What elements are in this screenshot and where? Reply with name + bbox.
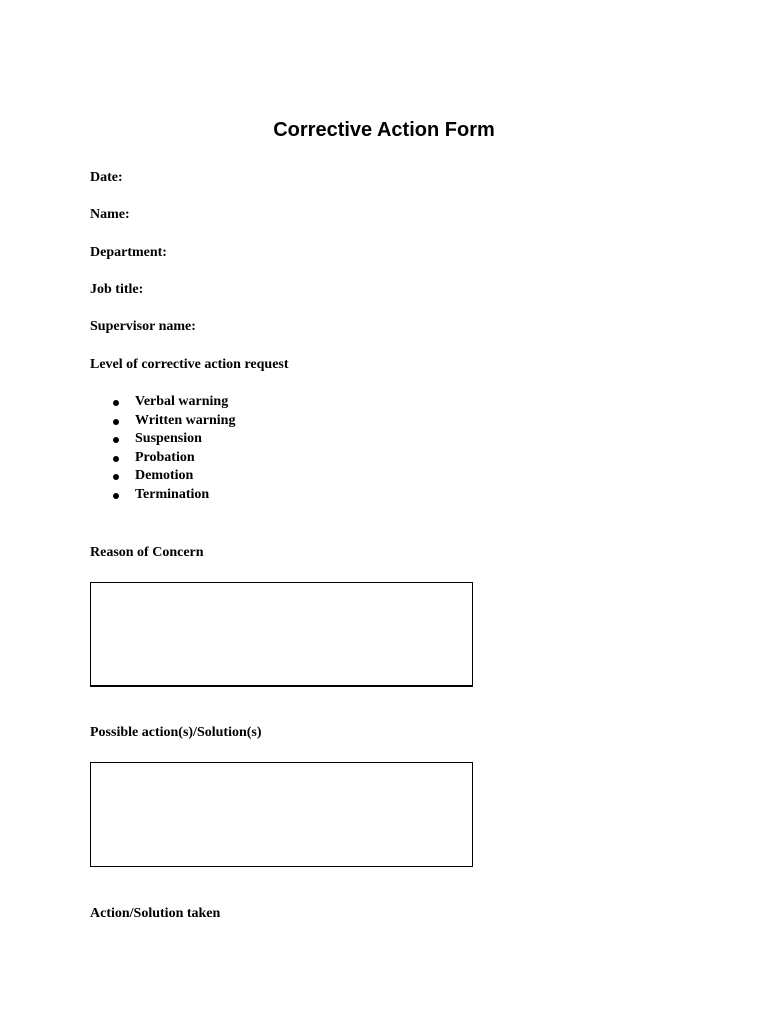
list-item [90, 467, 235, 486]
level-suspension: Suspension [135, 431, 202, 447]
list-item [90, 393, 235, 412]
possible-actions-heading: Possible action(s)/Solution(s) [90, 725, 262, 740]
name-label: Name: [90, 207, 130, 222]
possible-actions-box[interactable] [90, 762, 473, 867]
bullet-icon [113, 493, 119, 499]
bullet-icon [113, 437, 119, 443]
form-title: Corrective Action Form [273, 119, 495, 141]
date-label: Date: [90, 170, 123, 185]
action-taken-heading: Action/Solution taken [90, 906, 221, 921]
level-written-warning: Written warning [135, 412, 236, 428]
reason-heading: Reason of Concern [90, 545, 204, 560]
list-item [90, 449, 235, 468]
department-label: Department: [90, 245, 167, 260]
level-heading: Level of corrective action request [90, 357, 289, 372]
job-title-label: Job title: [90, 282, 144, 297]
bullet-icon [113, 456, 119, 462]
corrective-level-list [90, 393, 235, 505]
bullet-icon [113, 474, 119, 480]
level-demotion: Demotion [135, 468, 194, 484]
supervisor-name-label: Supervisor name: [90, 319, 196, 334]
level-termination: Termination [135, 486, 210, 502]
reason-box[interactable] [90, 582, 473, 687]
level-verbal-warning: Verbal warning [135, 394, 229, 409]
bullet-icon [113, 419, 119, 425]
list-item [90, 430, 235, 449]
list-item [90, 486, 235, 505]
bullet-icon [113, 400, 119, 406]
list-item [90, 412, 235, 431]
level-probation: Probation [135, 449, 195, 465]
